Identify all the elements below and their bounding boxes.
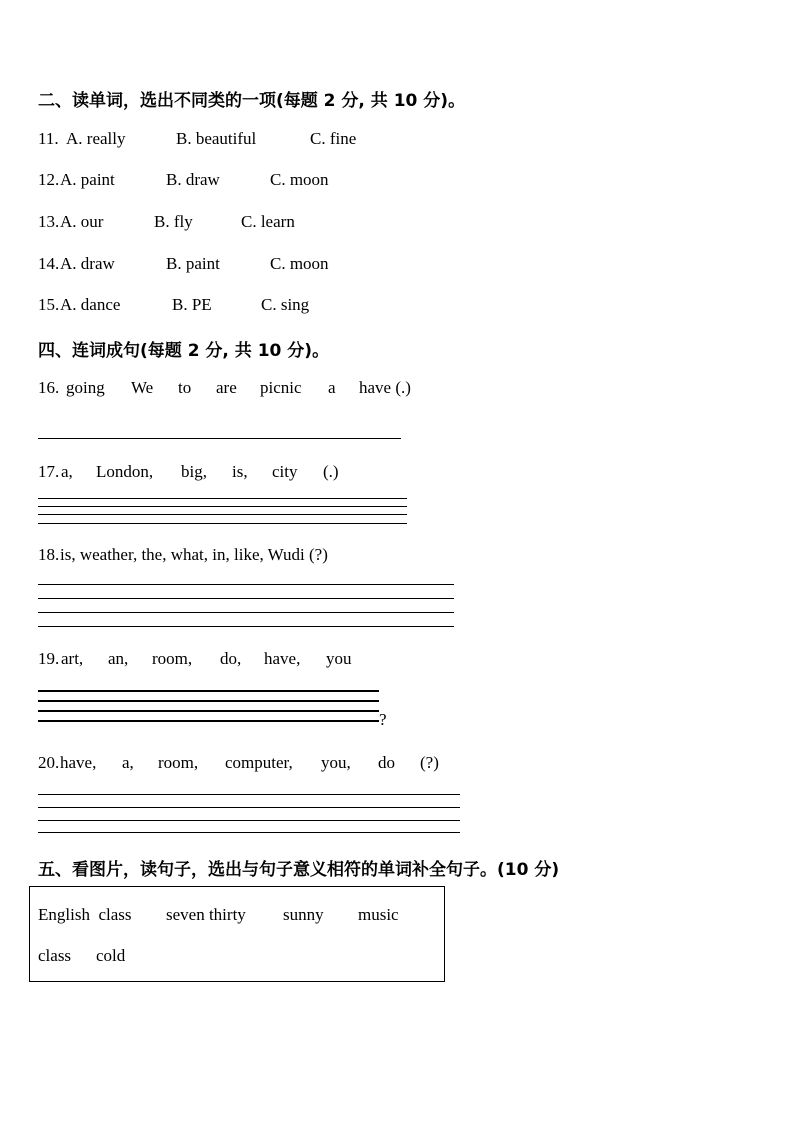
word: computer, — [225, 753, 293, 772]
answer-line — [38, 807, 460, 808]
question-number: 19. — [38, 649, 60, 668]
option-b: B. beautiful — [176, 129, 257, 148]
question-20 — [38, 753, 458, 775]
section-5-heading: 五、看图片，读句子，选出与句子意义相符的单词补全句子。(10 分) — [38, 860, 560, 880]
option-a: A. really — [66, 129, 126, 148]
word: a, — [61, 462, 73, 481]
answer-line — [38, 506, 407, 507]
answer-line — [38, 498, 407, 499]
word: do — [378, 753, 395, 772]
option-c: C. moon — [270, 254, 329, 273]
word: city — [272, 462, 298, 481]
answer-line — [38, 820, 460, 821]
question-12 — [38, 170, 458, 192]
answer-line — [38, 598, 454, 599]
question-words: is, weather, the, what, in, like, Wudi (?) — [60, 545, 328, 564]
word: have, — [264, 649, 301, 668]
option-c: C. fine — [310, 129, 357, 148]
word: (.) — [323, 462, 339, 481]
word: room, — [152, 649, 193, 668]
word-bank-item: cold — [96, 946, 126, 965]
question-19 — [38, 649, 438, 671]
question-number: 13. — [38, 212, 60, 231]
word: London, — [96, 462, 154, 481]
word: (?) — [420, 753, 439, 772]
option-b: B. PE — [172, 295, 212, 314]
word: art, — [61, 649, 84, 668]
word: are — [216, 378, 237, 397]
question-17 — [38, 462, 438, 484]
word: do, — [220, 649, 242, 668]
option-b: B. draw — [166, 170, 220, 189]
word: you, — [321, 753, 351, 772]
question-number: 16. — [38, 378, 60, 397]
question-13 — [38, 212, 458, 234]
word: big, — [181, 462, 207, 481]
question-number: 11. — [38, 129, 59, 148]
word-bank-row-2 — [38, 946, 438, 968]
answer-line — [38, 626, 454, 627]
answer-line — [38, 720, 379, 722]
word: have (.) — [359, 378, 411, 397]
option-a: A. our — [60, 212, 104, 231]
question-16 — [38, 378, 438, 400]
word: to — [178, 378, 192, 397]
option-c: C. moon — [270, 170, 329, 189]
question-number: 15. — [38, 295, 60, 314]
answer-line — [38, 690, 379, 692]
word: We — [131, 378, 154, 397]
answer-line — [38, 612, 454, 613]
word-bank-box — [29, 886, 445, 982]
answer-line — [38, 832, 460, 833]
section-4-heading: 四、连词成句(每题 2 分, 共 10 分)。 — [38, 341, 330, 361]
answer-line — [38, 710, 379, 712]
option-b: B. paint — [166, 254, 220, 273]
question-18 — [38, 545, 438, 567]
option-a: A. dance — [60, 295, 121, 314]
word-bank-item: class — [38, 946, 72, 965]
section-2-heading: 二、读单词，选出不同类的一项(每题 2 分, 共 10 分)。 — [38, 91, 466, 111]
word: an, — [108, 649, 129, 668]
option-c: C. learn — [241, 212, 295, 231]
answer-line — [38, 584, 454, 585]
word-bank-item: English class — [38, 905, 132, 924]
question-number: 18. — [38, 545, 60, 564]
answer-line — [38, 794, 460, 795]
word: a — [328, 378, 336, 397]
answer-line — [38, 523, 407, 524]
question-14 — [38, 254, 458, 276]
question-11 — [38, 129, 458, 151]
word-bank-row-1 — [38, 905, 438, 927]
word: a, — [122, 753, 134, 772]
option-c: C. sing — [261, 295, 310, 314]
question-number: 12. — [38, 170, 60, 189]
word-bank-item: music — [358, 905, 399, 924]
question-number: 14. — [38, 254, 60, 273]
word-bank-item: seven thirty — [166, 905, 246, 924]
question-number: 17. — [38, 462, 60, 481]
word: going — [66, 378, 105, 397]
answer-line — [38, 438, 401, 439]
word: is, — [232, 462, 248, 481]
word: room, — [158, 753, 199, 772]
word: you — [326, 649, 352, 668]
option-b: B. fly — [154, 212, 193, 231]
option-a: A. draw — [60, 254, 115, 273]
option-a: A. paint — [60, 170, 115, 189]
word: picnic — [260, 378, 302, 397]
answer-line — [38, 514, 407, 515]
question-mark: ? — [379, 710, 387, 729]
word: have, — [60, 753, 97, 772]
answer-line — [38, 700, 379, 702]
word-bank-item: sunny — [283, 905, 324, 924]
question-15 — [38, 295, 458, 317]
question-number: 20. — [38, 753, 60, 772]
